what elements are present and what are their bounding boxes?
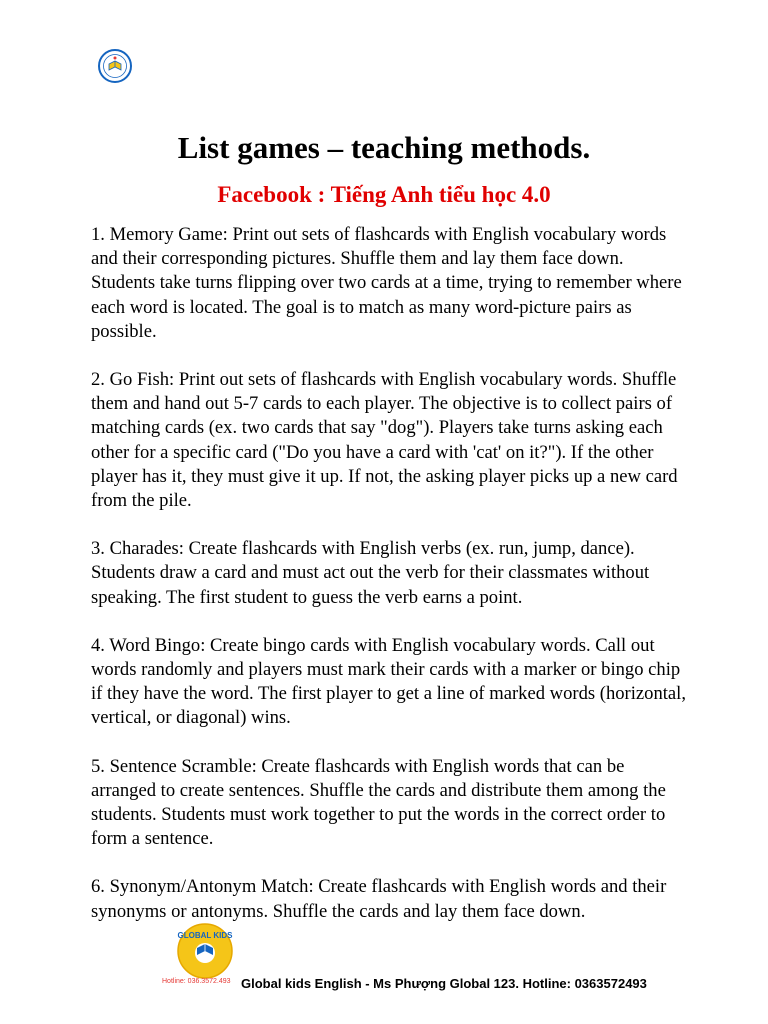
list-item: 3. Charades: Create flashcards with English verbs (ex. run, jump, dance). Students draw a card and must act out the verb for their classmates without speaking. The first student to guess the verb earns a point. (91, 538, 650, 608)
page-subtitle: Facebook : Tiếng Anh tiểu học 4.0 (217, 182, 551, 207)
list-item: 1. Memory Game: Print out sets of flashcards with English vocabulary words and their corresponding pictures. Shuffle them and lay them face down. Students take turns flipping over two cards at a time, trying to remember where each word is located. The goal is to match as many word-picture pairs as possible. (91, 224, 682, 342)
list-item: 6. Synonym/Antonym Match: Create flashcards with English words and their synonyms or antonyms. Shuffle the cards and lay them face down. (91, 876, 667, 922)
global-kids-logo-icon (176, 922, 234, 980)
footer-text: Global kids English - Ms Phượng Global 123. Hotline: 0363572493 (241, 976, 647, 991)
logo-lettering: GLOBAL KIDS (177, 931, 233, 940)
footer-hotline-small: Hotline: 036.3572.493 (162, 978, 231, 985)
footer (160, 922, 720, 1002)
list-item: 4. Word Bingo: Create bingo cards with English vocabulary words. Call out words randomly and players must mark their cards with a marker or bingo chip if they have the word. The first player to get a line of marked words (horizontal, vertical, or diagonal) wins. (91, 634, 686, 729)
list-item: 5. Sentence Scramble: Create flashcards with English words that can be arranged to create sentences. Shuffle the cards and distribute them among the students. Students must work together to put the words in the correct order to form a sentence. (91, 755, 666, 850)
page-title: List games – teaching methods. (177, 130, 591, 165)
top-logo-icon (97, 48, 133, 84)
game-list (91, 223, 691, 948)
list-item: 2. Go Fish: Print out sets of flashcards with English vocabulary words. Shuffle them and hand out 5-7 cards to each player. The objective is to collect pairs of matching cards (ex. two cards that say "dog"). Players take turns asking each other for a specific card ("Do you have a card with 'cat' on it?"). If the other player has it, they must give it up. If not, the asking player picks up a new card from the pile. (91, 369, 678, 512)
